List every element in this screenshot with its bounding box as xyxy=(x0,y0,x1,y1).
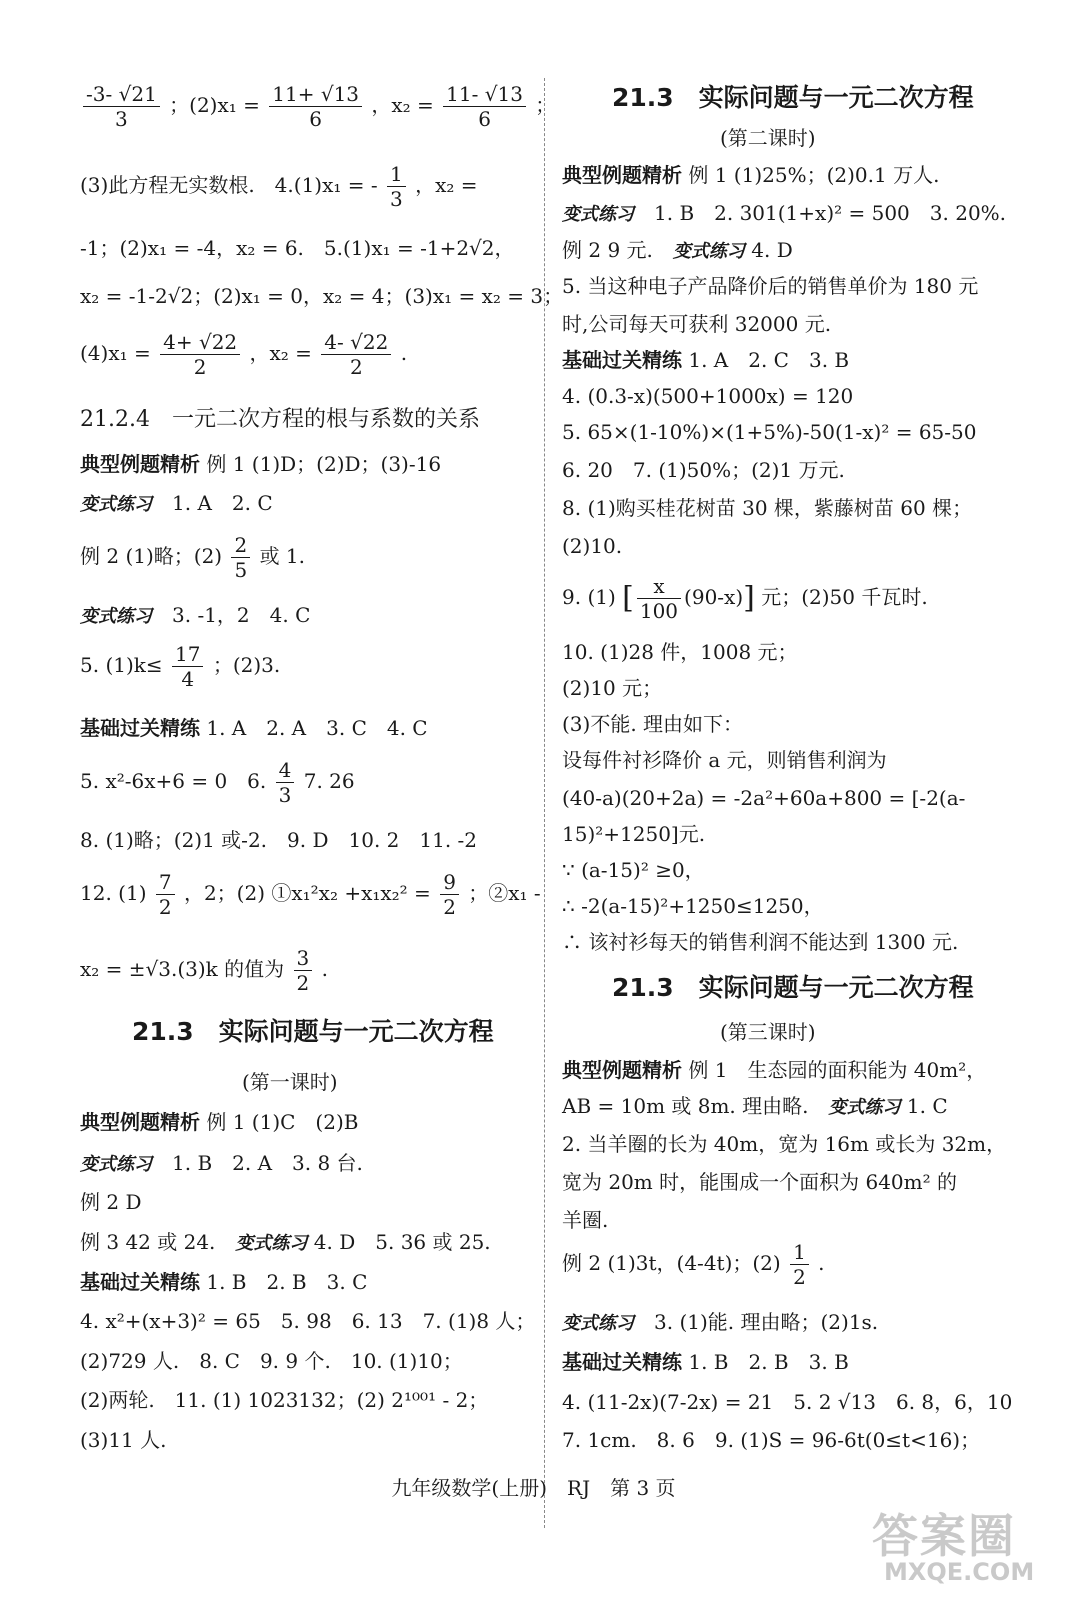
answer-line: 4. (0.3-x)(500+1000x) = 120 xyxy=(562,384,854,408)
answer-line: (4)x₁ = $\frac{4+ √22}{2}$ ，x₂ = $\frac{4- √22}{2}$ . xyxy=(80,330,408,379)
answer-line: 例 2 (1)略；(2) $\frac{2}{5}$ 或 1. xyxy=(80,533,306,582)
answer-line: 4. x²+(x+3)² = 65 5. 98 6. 13 7. (1)8 人； xyxy=(80,1309,536,1333)
answer-line: 设每件衬衫降价 a 元，则销售利润为 xyxy=(562,748,887,772)
answer-line: 变式练习 3. (1)能. 理由略；(2)1s. xyxy=(562,1310,879,1334)
answer-line: AB = 10m 或 8m. 理由略. 变式练习 1. C xyxy=(562,1094,948,1118)
answer-line: 9. (1) [ $\frac{x}{100}$ (90-x)] 元；(2)50 千瓦时. xyxy=(562,574,928,623)
answer-line: 例 2 D xyxy=(80,1190,142,1214)
answer-line: 典型例题精析 例 1 (1)D；(2)D；(3)-16 xyxy=(80,452,442,476)
answer-line: 6. 20 7. (1)50%；(2)1 万元. xyxy=(562,458,845,482)
answer-line: (3)11 人. xyxy=(80,1428,167,1452)
answer-line: x₂ = -1-2√2；(2)x₁ = 0，x₂ = 4；(3)x₁ = x₂ = 3； xyxy=(80,284,564,308)
section-subtitle: (第二课时) xyxy=(720,126,816,150)
section-heading-2124: 21.2.4 一元二次方程的根与系数的关系 xyxy=(80,407,480,432)
answer-line: ∴ 该衬衫每天的销售利润不能达到 1300 元. xyxy=(562,930,959,954)
answer-line: 变式练习 1. B 2. 301(1+x)² = 500 3. 20%. xyxy=(562,201,1007,225)
answer-line: 5. x²-6x+6 = 0 6. $\frac{4}{3}$ 7. 26 xyxy=(80,758,355,807)
answer-line: 10. (1)28 件，1008 元； xyxy=(562,640,798,664)
answer-line: ∵ (a-15)² ≥0， xyxy=(562,858,705,882)
answer-line: (2)729 人. 8. C 9. 9 个. 10. (1)10； xyxy=(80,1349,463,1373)
answer-line: $\frac{-3- √21}{3}$ ；(2)x₁ = $\frac{11+ √13}{6}$ ，x₂ = $\frac{11- √13}{6}$ ； xyxy=(80,82,555,131)
section-title: 21.3 实际问题与一元二次方程 xyxy=(132,1017,494,1046)
answer-line: 时,公司每天可获利 32000 元. xyxy=(562,312,832,336)
page-footer: 九年级数学(上册) RJ 第 3 页 xyxy=(391,1476,676,1500)
answer-line: (3)此方程无实数根. 4.(1)x₁ = - $\frac{1}{3}$ ，x₂ = xyxy=(80,162,478,211)
section-title: 21.3 实际问题与一元二次方程 xyxy=(612,83,974,112)
answer-line: 基础过关精练 1. B 2. B 3. C xyxy=(80,1270,368,1294)
answer-line: 典型例题精析 例 1 生态园的面积能为 40m²， xyxy=(562,1058,987,1082)
answer-line: 5. 65×(1-10%)×(1+5%)-50(1-x)² = 65-50 xyxy=(562,420,977,444)
answer-line: 4. (11-2x)(7-2x) = 21 5. 2 √13 6. 8，6，10 xyxy=(562,1390,1013,1414)
watermark-text: 答案圈 xyxy=(872,1509,1016,1563)
answer-line: 5. 当这种电子产品降价后的销售单价为 180 元 xyxy=(562,274,979,298)
answer-line: 8. (1)略；(2)1 或-2. 9. D 10. 2 11. -2 xyxy=(80,828,478,852)
section-title: 21.3 实际问题与一元二次方程 xyxy=(612,973,974,1002)
watermark-logo xyxy=(862,1500,1052,1590)
answer-line: 5. (1)k≤ $\frac{17}{4}$ ；(2)3. xyxy=(80,642,281,691)
answer-line: 2. 当羊圈的长为 40m，宽为 16m 或长为 32m， xyxy=(562,1132,1007,1156)
answer-line: (2)两轮. 11. (1) 1023132；(2) 2¹⁰⁰¹ - 2； xyxy=(80,1388,489,1412)
answer-line: 变式练习 1. B 2. A 3. 8 台. xyxy=(80,1151,363,1175)
answer-line: x₂ = ±√3.(3)k 的值为 $\frac{3}{2}$ . xyxy=(80,946,328,995)
answer-line: 典型例题精析 例 1 (1)C (2)B xyxy=(80,1110,359,1134)
answer-line: ∴ -2(a-15)²+1250≤1250， xyxy=(562,894,824,918)
section-subtitle: (第一课时) xyxy=(242,1070,338,1094)
answer-line: 羊圈. xyxy=(562,1208,609,1232)
answer-line: 变式练习 3. -1，2 4. C xyxy=(80,603,311,627)
answer-line: 12. (1) $\frac{7}{2}$ ，2；(2) ①x₁²x₂ +x₁x₂² = $\frac{9}{2}$ ；②x₁ - xyxy=(80,870,541,919)
answer-line: 基础过关精练 1. A 2. A 3. C 4. C xyxy=(80,716,428,740)
answer-line: 8. (1)购买桂花树苗 30 棵，紫藤树苗 60 棵； xyxy=(562,496,973,520)
answer-line: -1；(2)x₁ = -4，x₂ = 6. 5.(1)x₁ = -1+2√2， xyxy=(80,236,515,260)
answer-line: 基础过关精练 1. B 2. B 3. B xyxy=(562,1350,849,1374)
answer-line: (2)10. xyxy=(562,534,623,558)
answer-line: 典型例题精析 例 1 (1)25%；(2)0.1 万人. xyxy=(562,163,940,187)
section-subtitle: (第三课时) xyxy=(720,1020,816,1044)
answer-line: 例 3 42 或 24. 变式练习 4. D 5. 36 或 25. xyxy=(80,1230,491,1254)
answer-line: 宽为 20m 时，能围成一个面积为 640m² 的 xyxy=(562,1170,957,1194)
answer-line: 7. 1cm. 8. 6 9. (1)S = 96-6t(0≤t<16)； xyxy=(562,1428,981,1452)
answer-line: 例 2 (1)3t，(4-4t)；(2) $\frac{1}{2}$ . xyxy=(562,1240,825,1289)
watermark-domain: MXQE.COM xyxy=(884,1558,1035,1586)
answer-line: 15)²+1250]元. xyxy=(562,822,706,846)
answer-line: 基础过关精练 1. A 2. C 3. B xyxy=(562,348,850,372)
answer-line: 变式练习 1. A 2. C xyxy=(80,491,273,515)
answer-line: (2)10 元； xyxy=(562,676,663,700)
answer-line: (3)不能. 理由如下： xyxy=(562,712,744,736)
answer-line: 例 2 9 元. 变式练习 4. D xyxy=(562,238,793,262)
answer-line: (40-a)(20+2a) = -2a²+60a+800 = [-2(a- xyxy=(562,786,966,810)
